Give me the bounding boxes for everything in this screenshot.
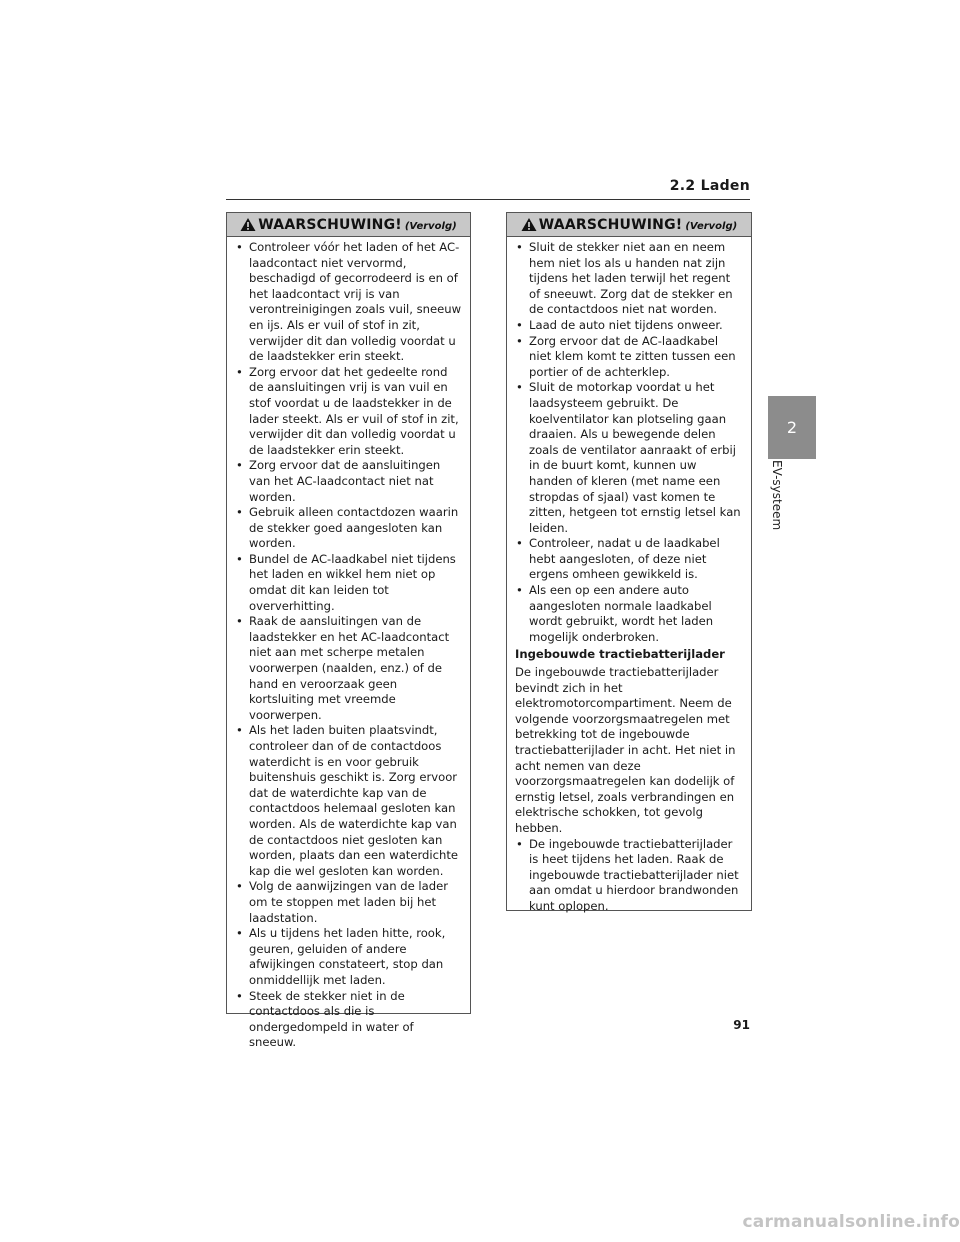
- warning-bullet-list-2: [515, 837, 743, 915]
- warning-continued-label: (Vervolg): [685, 221, 738, 232]
- bullet-item: • Raak de aansluitingen van de laadstekker en het AC-laadcontact niet aan met scherpe metalen voorwerpen (naalden, enz.) of de hand en veroorzaak geen kortsluiting met vreemde voorwerpen.: [235, 614, 462, 723]
- bullet-item: • Zorg ervoor dat het gedeelte rond de aansluitingen vrij is van vuil en stof voordat u de laadstekker in de lader steekt. Als er vuil of stof in zit, verwijder dit dan volledig voordat u de laadstekker erin steekt.: [235, 365, 462, 459]
- warning-continued-label: (Vervolg): [404, 221, 457, 232]
- warning-box-right: [506, 212, 752, 911]
- page-number: 91: [733, 1018, 750, 1032]
- chapter-number: 2: [786, 418, 798, 437]
- warning-title: WAARSCHUWING!: [258, 216, 402, 233]
- warning-box-left: [226, 212, 471, 1050]
- bullet-item: • De ingebouwde tractiebatterijlader is heet tijdens het laden. Raak de ingebouwde tractiebatterijlader niet aan omdat u hierdoor brandwonden kunt oplopen.: [515, 837, 743, 915]
- bullet-item: • Bundel de AC-laadkabel niet tijdens het laden en wikkel hem niet op omdat dit kan leiden tot oververhitting.: [235, 552, 462, 614]
- bullet-item: • Als een op een andere auto aangesloten normale laadkabel wordt gebruikt, wordt het laden mogelijk onderbroken.: [515, 583, 743, 645]
- bullet-item: • Zorg ervoor dat de AC-laadkabel niet klem komt te zitten tussen een portier of de achterklep.: [515, 334, 743, 381]
- bullet-item: • Sluit de motorkap voordat u het laadsysteem gebruikt. De koelventilator kan plotseling gaan draaien. Als u bewegende delen zoals de ventilator aanraakt of erbij in de buurt komt, kunnen uw handen of kleren (met name een stropdas of sjaal) vast komen te zitten, hetgeen tot ernstig letsel kan leiden.: [515, 380, 743, 536]
- sub-heading: Ingebouwde tractiebatterijlader: [515, 647, 725, 662]
- chapter-title: EV-systeem: [770, 460, 784, 531]
- bullet-item: • Controleer, nadat u de laadkabel hebt aangesloten, of deze niet ergens omheen gewikkeld is.: [515, 536, 743, 583]
- warning-title: WAARSCHUWING!: [538, 216, 683, 233]
- warning-header: [507, 213, 751, 236]
- bullet-item: • Zorg ervoor dat de aansluitingen van het AC-laadcontact niet nat worden.: [235, 458, 462, 505]
- warning-triangle-icon: [240, 217, 256, 232]
- bullet-item: • Steek de stekker niet in de contactdoos als die is ondergedompeld in water of sneeuw.: [235, 989, 462, 1051]
- watermark: carmanualsonline.info: [742, 1212, 960, 1232]
- bullet-item: • Gebruik alleen contactdozen waarin de stekker goed aangesloten kan worden.: [235, 505, 462, 552]
- section-header: 2.2 Laden: [669, 178, 750, 194]
- bullet-item: • Sluit de stekker niet aan en neem hem niet los als u handen nat zijn tijdens het laden terwijl het regent of sneeuwt. Zorg dat de stekker en de contactdoos niet nat worden.: [515, 240, 743, 318]
- warning-header: [227, 213, 470, 236]
- body-paragraph: De ingebouwde tractiebatterijlader bevindt zich in het elektromotorcompartiment. Neem de volgende voorzorgsmaatregelen met betrekking tot de ingebouwde tractiebatterijlader in acht. Het niet in acht nemen van deze voorzorgsmaatregelen kan dodelijk of ernstig letsel, zoals verbrandingen en elektrische schokken, tot gevolg hebben.: [515, 665, 736, 835]
- warning-triangle-icon: [521, 217, 537, 232]
- warning-bullet-list: [235, 240, 462, 1051]
- warning-body: [507, 237, 751, 915]
- bullet-item: • Volg de aanwijzingen van de lader om te stoppen met laden bij het laadstation.: [235, 879, 462, 926]
- bullet-item: • Als u tijdens het laden hitte, rook, geuren, geluiden of andere afwijkingen constateert, stop dan onmiddellijk met laden.: [235, 926, 462, 988]
- bullet-item: • Als het laden buiten plaatsvindt, controleer dan of de contactdoos waterdicht is en voor gebruik buitenshuis geschikt is. Zorg ervoor dat de waterdichte kap van de contactdoos helemaal gesloten kan worden. Als de waterdichte kap van de contactdoos niet gesloten kan worden, plaats dan een waterdichte kap die wel gesloten kan worden.: [235, 723, 462, 879]
- chapter-tab: [768, 396, 816, 459]
- warning-body: [227, 237, 470, 1051]
- bullet-item: • Controleer vóór het laden of het AC-laadcontact niet vervormd, beschadigd of gecorrodeerd is en of het laadcontact vrij is van verontreinigingen zoals vuil, sneeuw en ijs. Als er vuil of stof in zit, verwijder dit dan volledig voordat u de laadstekker erin steekt.: [235, 240, 462, 365]
- bullet-item: • Laad de auto niet tijdens onweer.: [515, 318, 743, 334]
- header-divider: [226, 199, 750, 200]
- warning-bullet-list: [515, 240, 743, 645]
